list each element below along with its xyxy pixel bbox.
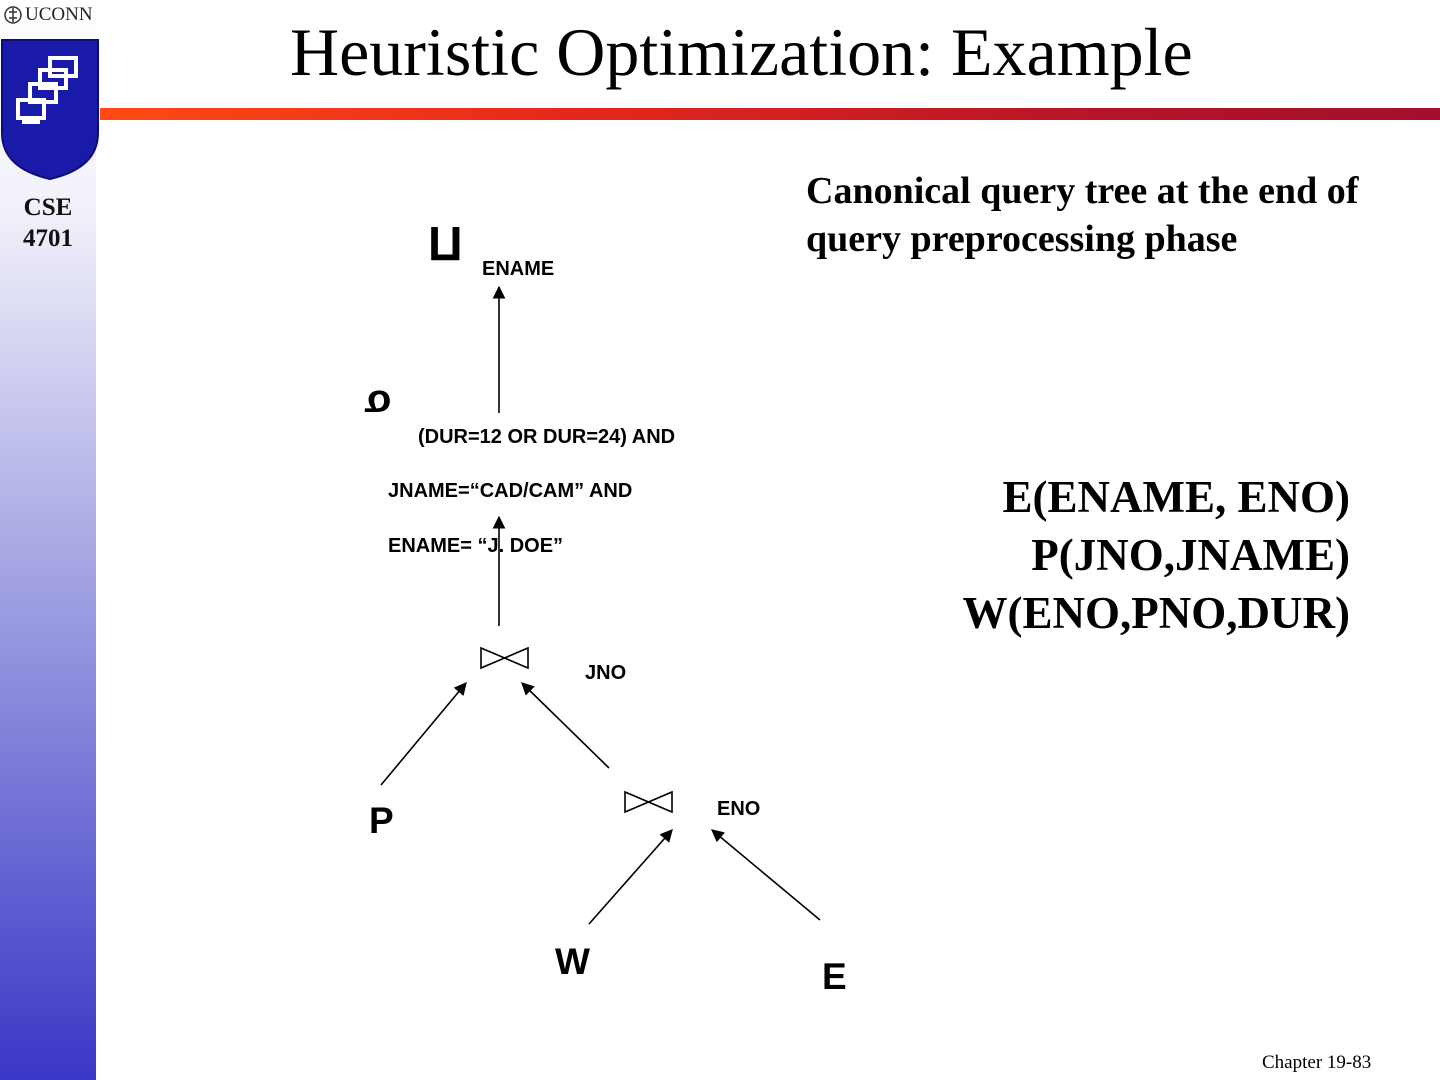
chapter-footer: Chapter 19-83: [1262, 1052, 1372, 1073]
join1-attr: JNO: [585, 662, 627, 684]
leaf-p: P: [369, 800, 394, 841]
selection-line-1: (DUR=12 OR DUR=24) AND: [418, 426, 676, 448]
course-prefix: CSE: [23, 194, 73, 221]
selection-line-3: ENAME= “J. DOE”: [388, 535, 564, 557]
edge-e-to-join2: [712, 830, 820, 920]
join-symbol-1: [481, 648, 528, 668]
schema-e: E(ENAME, ENO): [1002, 472, 1350, 522]
edge-w-to-join2: [589, 830, 672, 924]
join2-attr: ENO: [717, 798, 761, 820]
selection-symbol: σ: [364, 382, 392, 426]
edge-p-to-join1: [381, 683, 466, 785]
course-number: 4701: [23, 225, 73, 252]
schema-p: P(JNO,JNAME): [1031, 530, 1350, 580]
join-symbol-2: [625, 792, 672, 812]
slide-title: Heuristic Optimization: Example: [290, 14, 1193, 90]
projection-attr: ENAME: [482, 258, 555, 280]
schema-w: W(ENO,PNO,DUR): [962, 588, 1350, 638]
leaf-e: E: [822, 956, 847, 997]
projection-symbol: Π: [428, 216, 463, 269]
uconn-wordmark: UCONN: [25, 4, 93, 25]
caption: Canonical query tree at the end of query preprocessing phase: [806, 170, 1359, 260]
selection-line-2: JNAME=“CAD/CAM” AND: [388, 480, 633, 502]
leaf-w: W: [555, 941, 590, 982]
edge-join2-to-join1: [522, 683, 609, 768]
